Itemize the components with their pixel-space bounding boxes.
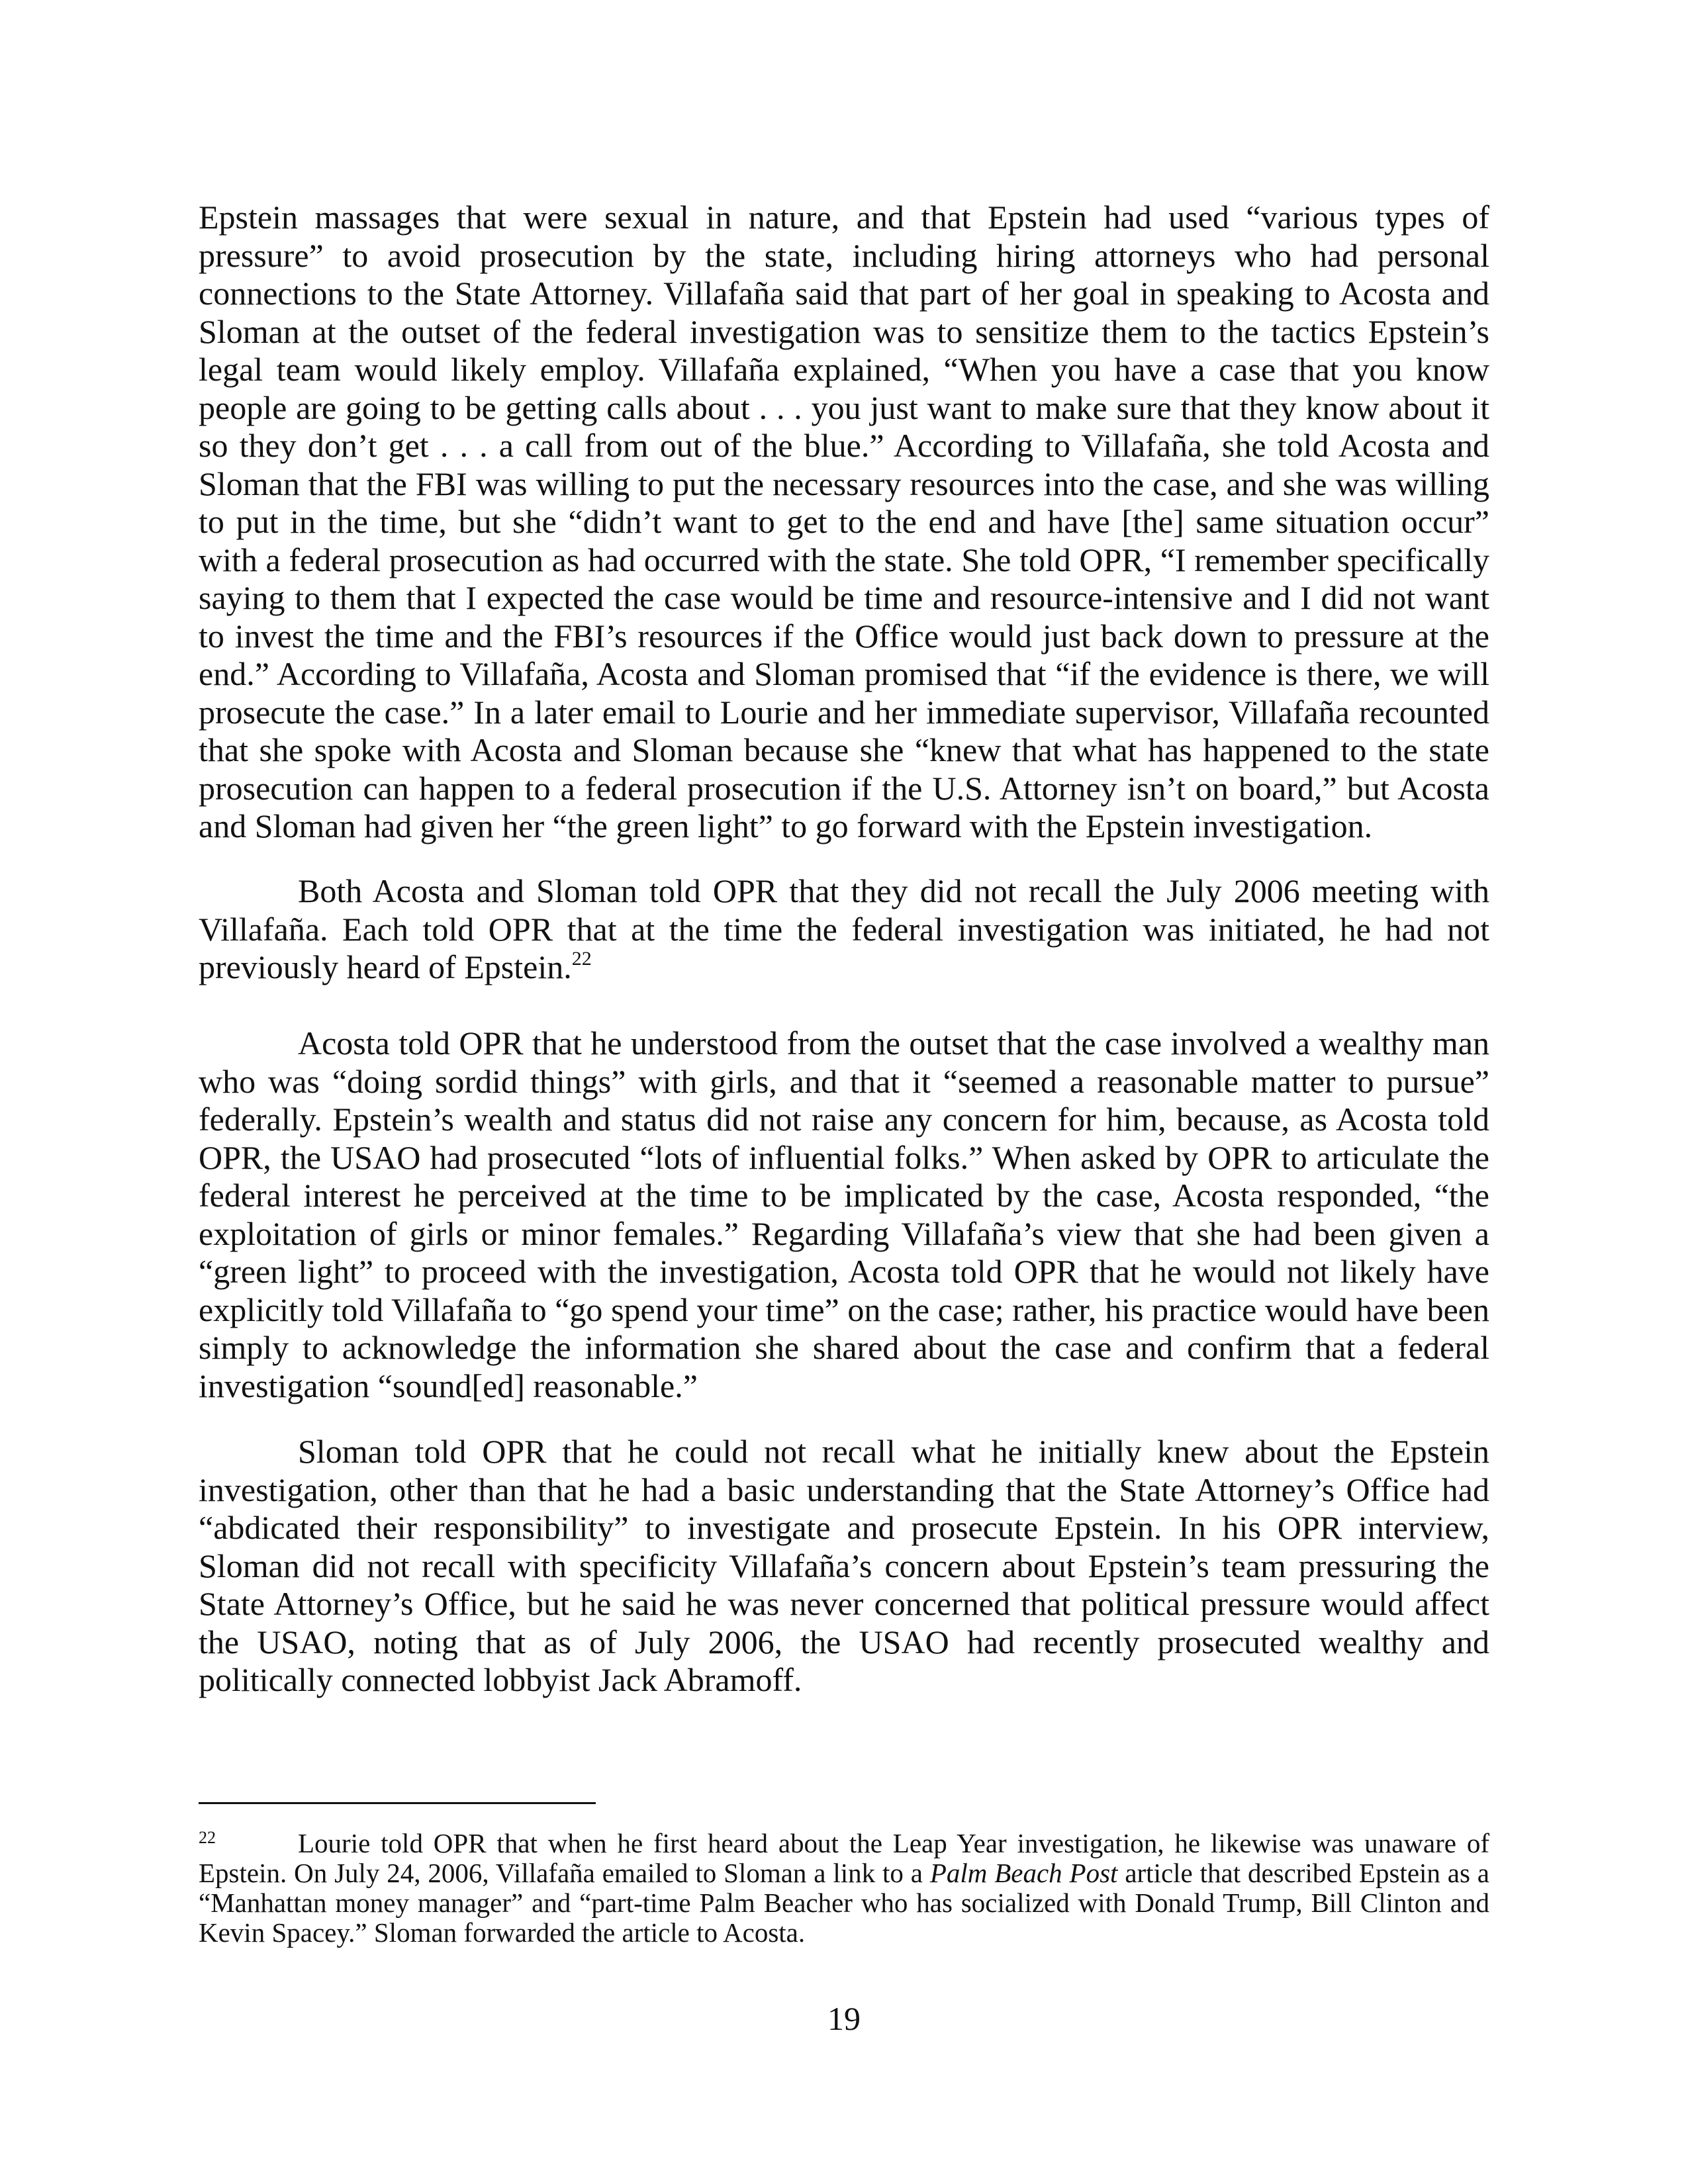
body-paragraph-2 [199,872,1489,987]
body-paragraph-3: Acosta told OPR that he understood from the outset that the case involved a wealthy man who was “doing sordid things” with girls, and that it “seemed a reasonable matter to pursue” federally. Epstein’s wealth and status did not raise any concern for him, because, as Acosta told OPR, the USAO had prosecuted “lots of influential folks.” When asked by OPR to articulate the federal interest he perceived at the time to be implicated by the case, Acosta responded, “the exploitation of girls or minor females.” Regarding Villafaña’s view that she had been given a “green light” to proceed with the investigation, Acosta told OPR that he would not likely have explicitly told Villafaña to “go spend your time” on the case; rather, his practice would have been simply to acknowledge the information she shared about the case and confirm that a federal investigation “sound[ed] reasonable.” [199,1024,1489,1404]
footnote-text-part-1: Lourie told OPR that when he first heard about the Leap Year investigation, he likewise was unaware of Epstein. On July 24, 2006, Villafaña emailed to Sloman a link to a [199,1828,1489,1888]
footnote-text-part-2: article that described Epstein as a “Manhattan money manager” and “part-time Palm Beacher who has socialized with Donald Trump, Bill Clinton and Kevin Spacey.” Sloman forwarded the article to Acosta. [199,1858,1489,1948]
body-paragraph-1: Epstein massages that were sexual in nature, and that Epstein had used “various types of pressure” to avoid prosecution by the state, including hiring attorneys who had personal connections to the State Attorney. Villafaña said that part of her goal in speaking to Acosta and Sloman at the outset of the federal investigation was to sensitize them to the tactics Epstein’s legal team would likely employ. Villafaña explained, “When you have a case that you know people are going to be getting calls about . . . you just want to make sure that they know about it so they don’t get . . . a call from out of the blue.” According to Villafaña, she told Acosta and Sloman that the FBI was willing to put the necessary resources into the case, and she was willing to put in the time, but she “didn’t want to get to the end and have [the] same situation occur” with a federal prosecution as had occurred with the state. She told OPR, “I remember specifically saying to them that I expected the case would be time and resource-intensive and I did not want to invest the time and the FBI’s resources if the Office would just back down to pressure at the end.” According to Villafaña, Acosta and Sloman promised that “if the evidence is there, we will prosecute the case.” In a later email to Lourie and her immediate supervisor, Villafaña recounted that she spoke with Acosta and Sloman because she “knew that what has happened to the state prosecution can happen to a federal prosecution if the U.S. Attorney isn’t on board,” but Acosta and Sloman had given her “the green light” to go forward with the Epstein investigation. [199,199,1489,844]
footnote-22: 22 Lourie told OPR that when he first heard about the Leap Year investigation, he likewise was unaware of Epstein. On July 24, 2006, Villafaña emailed to Sloman a link to a Palm Beach Post article that described Epstein as a “Manhattan money manager” and “part-time Palm Beacher who has socialized with Donald Trump, Bill Clinton and Kevin Spacey.” Sloman forwarded the article to Acosta. [199,1828,1489,1948]
page-number: 19 [827,2000,861,2037]
body-paragraph-4: Sloman told OPR that he could not recall what he initially knew about the Epstein investigation, other than that he had a basic understanding that the State Attorney’s Office had “abdicated their responsibility” to investigate and prosecute Epstein. In his OPR interview, Sloman did not recall with specificity Villafaña’s concern about Epstein’s team pressuring the State Attorney’s Office, but he said he was never concerned that political pressure would affect the USAO, noting that as of July 2006, the USAO had recently prosecuted wealthy and politically connected lobbyist Jack Abramoff. [199,1433,1489,1698]
footnote-reference-22: 22 [571,948,592,970]
footnote-publication-title: Palm Beach Post [929,1858,1118,1888]
footnote-separator [199,1802,596,1804]
body-paragraph-2-text: Both Acosta and Sloman told OPR that they did not recall the July 2006 meeting with Villafaña. Each told OPR that at the time the federal investigation was initiated, he had not previously heard of Epstein. [199,872,1489,985]
